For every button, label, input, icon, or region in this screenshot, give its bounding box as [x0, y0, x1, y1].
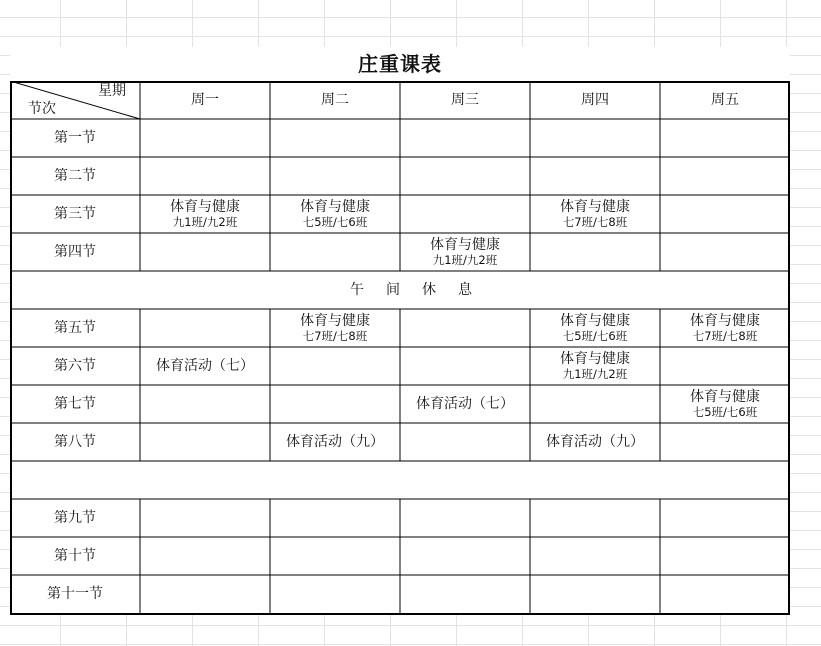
schedule-cell — [660, 423, 790, 461]
class-list: 九1班/九2班 — [432, 252, 498, 267]
schedule-cell — [660, 347, 790, 385]
schedule-cell — [270, 385, 400, 423]
subject-name: 体育与健康 — [560, 312, 630, 329]
schedule-cell — [140, 119, 270, 157]
schedule-cell — [400, 575, 530, 613]
schedule-cell — [660, 309, 790, 347]
schedule-cell — [400, 537, 530, 575]
schedule-cell — [530, 347, 660, 385]
subject-name: 体育与健康 — [300, 312, 370, 329]
corner-weekday-label: 星期 — [98, 83, 126, 99]
subject-name: 体育与健康 — [560, 350, 630, 367]
corner-header — [10, 81, 140, 119]
schedule-cell — [530, 119, 660, 157]
class-list: 九1班/九2班 — [562, 366, 628, 381]
schedule-cell — [140, 537, 270, 575]
corner-period-label: 节次 — [28, 100, 56, 117]
timetable — [10, 81, 790, 615]
schedule-cell — [660, 195, 790, 233]
schedule-cell — [140, 499, 270, 537]
schedule-cell — [400, 499, 530, 537]
schedule-cell — [660, 385, 790, 423]
activity-name: 体育活动（七） — [156, 357, 254, 374]
page-title: 庄重课表 — [10, 47, 790, 81]
period-label: 第十一节 — [47, 585, 103, 602]
period-label: 第三节 — [54, 205, 96, 222]
schedule-cell — [400, 157, 530, 195]
subject-name: 体育与健康 — [430, 236, 500, 253]
subject-name: 体育与健康 — [300, 198, 370, 215]
schedule-cell — [660, 575, 790, 613]
schedule-cell — [530, 575, 660, 613]
class-list: 七7班/七8班 — [302, 328, 368, 343]
period-label: 第二节 — [54, 167, 96, 184]
schedule-cell — [400, 309, 530, 347]
day-header: 周二 — [321, 91, 349, 108]
period-label: 第九节 — [54, 509, 96, 526]
schedule-cell — [140, 233, 270, 271]
schedule-cell — [270, 575, 400, 613]
schedule-cell — [530, 423, 660, 461]
schedule-cell — [400, 385, 530, 423]
schedule-cell — [270, 309, 400, 347]
schedule-cell — [530, 309, 660, 347]
class-list: 九1班/九2班 — [172, 214, 238, 229]
schedule-cell — [140, 309, 270, 347]
schedule-cell — [270, 195, 400, 233]
schedule-cell — [530, 537, 660, 575]
schedule-cell — [530, 195, 660, 233]
schedule-cell — [140, 347, 270, 385]
schedule-cell — [400, 233, 530, 271]
period-label: 第一节 — [54, 129, 96, 146]
schedule-cell — [660, 233, 790, 271]
schedule-cell — [530, 233, 660, 271]
schedule-cell — [140, 423, 270, 461]
activity-name: 体育活动（九） — [546, 433, 644, 450]
schedule-cell — [660, 157, 790, 195]
schedule-cell — [270, 423, 400, 461]
schedule-cell — [270, 537, 400, 575]
period-label: 第十节 — [54, 547, 96, 564]
schedule-cell — [140, 385, 270, 423]
schedule-cell — [140, 195, 270, 233]
class-list: 七5班/七6班 — [302, 214, 368, 229]
activity-name: 体育活动（九） — [286, 433, 384, 450]
period-label: 第四节 — [54, 243, 96, 260]
class-list: 七5班/七6班 — [562, 328, 628, 343]
activity-name: 体育活动（七） — [416, 395, 514, 412]
schedule-cell — [270, 347, 400, 385]
schedule-cell — [660, 499, 790, 537]
subject-name: 体育与健康 — [560, 198, 630, 215]
schedule-cell — [270, 119, 400, 157]
schedule-cell — [140, 157, 270, 195]
lunch-break-row: 午间休息 — [350, 281, 494, 298]
class-list: 七5班/七6班 — [692, 404, 758, 419]
day-header: 周三 — [451, 91, 479, 108]
schedule-cell — [400, 195, 530, 233]
schedule-cell — [660, 537, 790, 575]
schedule-cell — [140, 575, 270, 613]
schedule-cell — [400, 119, 530, 157]
schedule-cell — [400, 423, 530, 461]
period-label: 第五节 — [54, 319, 96, 336]
class-list: 七7班/七8班 — [692, 328, 758, 343]
period-label: 第八节 — [54, 433, 96, 450]
class-list: 七7班/七8班 — [562, 214, 628, 229]
day-header: 周一 — [191, 91, 219, 108]
schedule-cell — [530, 157, 660, 195]
schedule-cell — [270, 499, 400, 537]
schedule-cell — [270, 233, 400, 271]
schedule-cell — [660, 119, 790, 157]
day-header: 周四 — [581, 91, 609, 108]
period-label: 第七节 — [54, 395, 96, 412]
day-header: 周五 — [711, 91, 739, 108]
subject-name: 体育与健康 — [170, 198, 240, 215]
subject-name: 体育与健康 — [690, 388, 760, 405]
period-label: 第六节 — [54, 357, 96, 374]
schedule-cell — [400, 347, 530, 385]
subject-name: 体育与健康 — [690, 312, 760, 329]
schedule-cell — [530, 385, 660, 423]
schedule-cell — [270, 157, 400, 195]
schedule-cell — [530, 499, 660, 537]
